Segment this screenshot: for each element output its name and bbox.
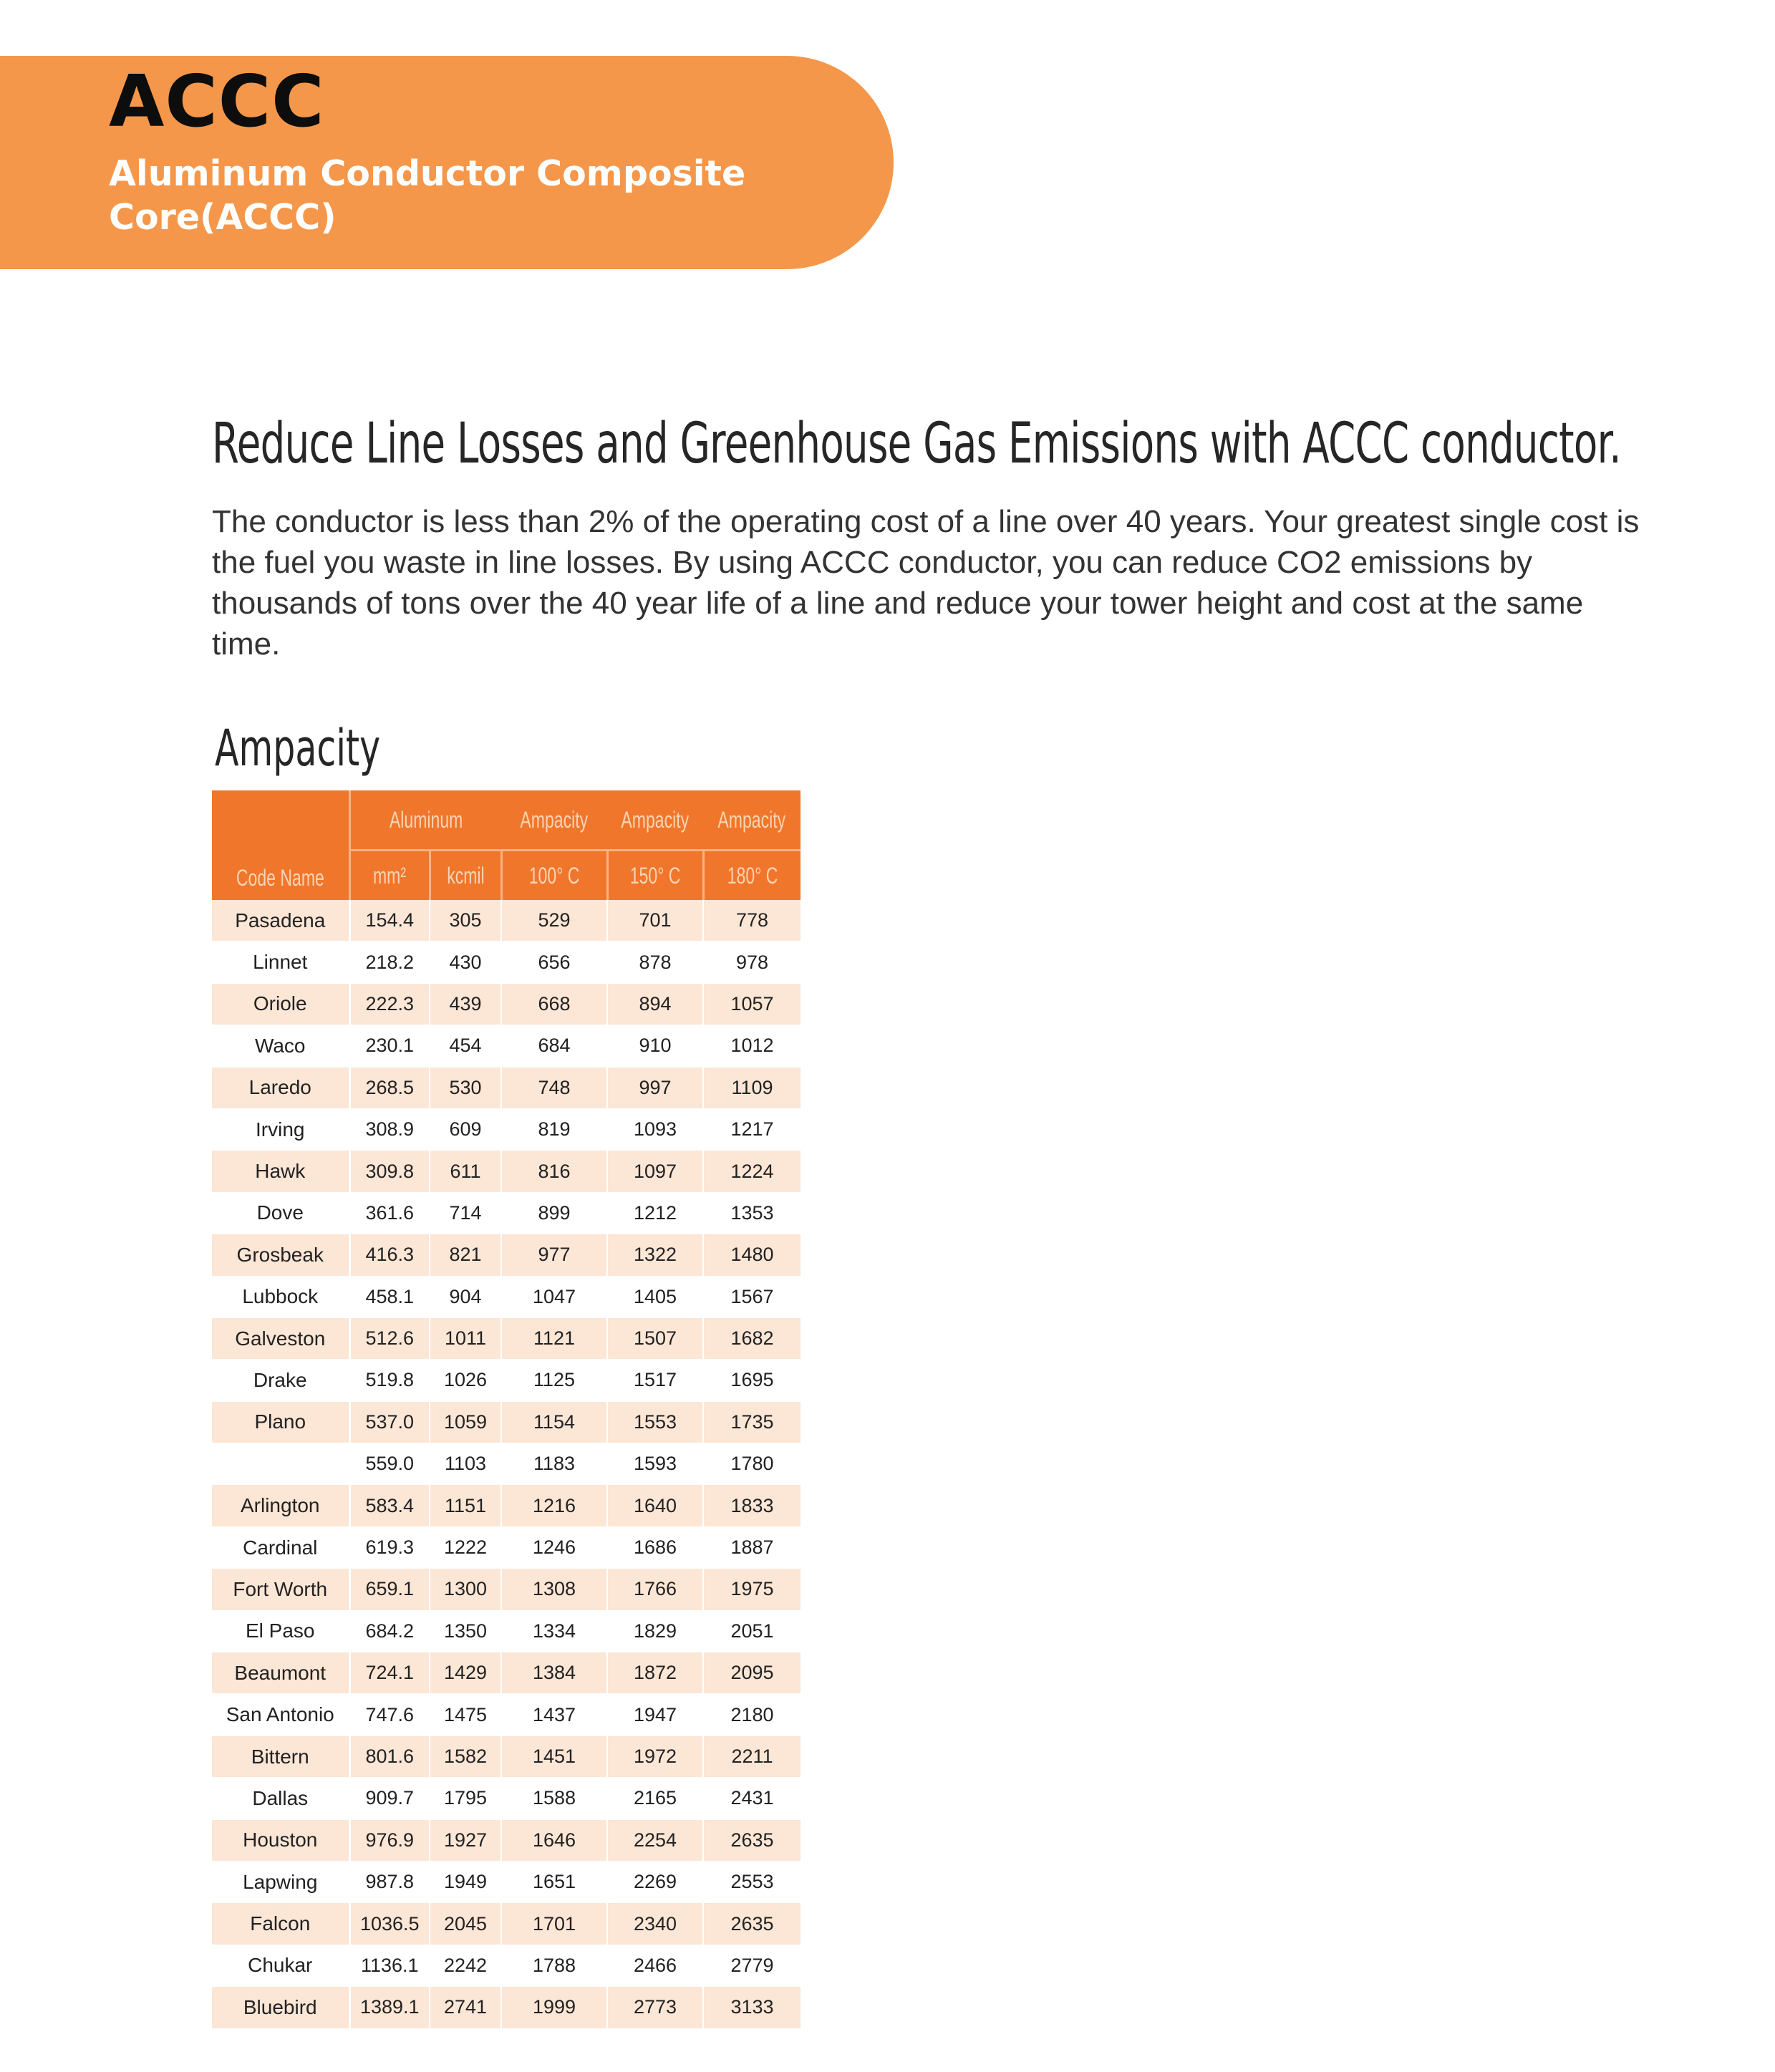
cell-ampacity-180: 1057 [703, 983, 801, 1025]
cell-ampacity-100: 1125 [501, 1360, 607, 1401]
cell-kcmil: 2741 [430, 1987, 501, 2028]
cell-ampacity-150: 1872 [607, 1652, 703, 1694]
cell-mm2: 512.6 [349, 1317, 430, 1359]
header-ampacity-180: Ampacity [703, 790, 801, 851]
cell-ampacity-150: 1972 [607, 1735, 703, 1777]
header-aluminum: Aluminum [349, 790, 501, 851]
table-row [212, 1360, 801, 1401]
cell-mm2: 1136.1 [349, 1945, 430, 1986]
cell-ampacity-180: 978 [703, 941, 801, 983]
cell-ampacity-100: 977 [501, 1234, 607, 1276]
header-ampacity-150: Ampacity [607, 790, 703, 851]
cell-mm2: 1389.1 [349, 1987, 430, 2028]
cell-code-name: Irving [212, 1108, 349, 1150]
cell-ampacity-150: 1829 [607, 1610, 703, 1652]
cell-code-name: Drake [212, 1360, 349, 1401]
table-row [212, 1861, 801, 1902]
cell-code-name: Dallas [212, 1778, 349, 1819]
cell-ampacity-150: 1686 [607, 1526, 703, 1568]
cell-ampacity-150: 1640 [607, 1485, 703, 1526]
table-row [212, 1151, 801, 1192]
cell-code-name: Cardinal [212, 1526, 349, 1568]
cell-code-name: Arlington [212, 1485, 349, 1526]
cell-ampacity-150: 1517 [607, 1360, 703, 1401]
table-row [212, 941, 801, 983]
cell-ampacity-180: 778 [703, 900, 801, 941]
cell-mm2: 559.0 [349, 1443, 430, 1485]
cell-kcmil: 1949 [430, 1861, 501, 1902]
cell-kcmil: 1059 [430, 1401, 501, 1443]
table-row [212, 1569, 801, 1610]
cell-ampacity-150: 2773 [607, 1987, 703, 2028]
cell-ampacity-180: 1353 [703, 1192, 801, 1234]
cell-mm2: 308.9 [349, 1108, 430, 1150]
cell-ampacity-180: 1887 [703, 1526, 801, 1568]
cell-code-name: San Antonio [212, 1694, 349, 1735]
cell-mm2: 801.6 [349, 1735, 430, 1777]
cell-mm2: 976.9 [349, 1819, 430, 1861]
cell-mm2: 309.8 [349, 1151, 430, 1192]
table-row [212, 1610, 801, 1652]
cell-kcmil: 821 [430, 1234, 501, 1276]
cell-ampacity-100: 1308 [501, 1569, 607, 1610]
cell-ampacity-100: 1121 [501, 1317, 607, 1359]
cell-kcmil: 904 [430, 1276, 501, 1317]
table-row [212, 1526, 801, 1568]
table-row [212, 1735, 801, 1777]
cell-kcmil: 2045 [430, 1903, 501, 1945]
cell-ampacity-100: 1437 [501, 1694, 607, 1735]
cell-ampacity-180: 2779 [703, 1945, 801, 1986]
cell-kcmil: 439 [430, 983, 501, 1025]
cell-ampacity-100: 1334 [501, 1610, 607, 1652]
table-row [212, 1903, 801, 1945]
cell-ampacity-100: 1384 [501, 1652, 607, 1694]
cell-kcmil: 1795 [430, 1778, 501, 1819]
cell-ampacity-150: 2269 [607, 1861, 703, 1902]
ampacity-table-container [212, 790, 801, 2029]
cell-ampacity-180: 2095 [703, 1652, 801, 1694]
cell-mm2: 747.6 [349, 1694, 430, 1735]
cell-ampacity-180: 1780 [703, 1443, 801, 1485]
cell-ampacity-150: 910 [607, 1025, 703, 1067]
cell-kcmil: 714 [430, 1192, 501, 1234]
cell-kcmil: 1011 [430, 1317, 501, 1359]
cell-kcmil: 1103 [430, 1443, 501, 1485]
cell-mm2: 519.8 [349, 1360, 430, 1401]
header-temp-100: 100° C [501, 851, 607, 901]
cell-code-name: Lubbock [212, 1276, 349, 1317]
cell-mm2: 218.2 [349, 941, 430, 983]
cell-code-name: Galveston [212, 1317, 349, 1359]
cell-ampacity-180: 3133 [703, 1987, 801, 2028]
table-row [212, 1025, 801, 1067]
banner-title: ACCC [109, 59, 325, 143]
cell-kcmil: 1026 [430, 1360, 501, 1401]
cell-code-name: Lapwing [212, 1861, 349, 1902]
cell-mm2: 684.2 [349, 1610, 430, 1652]
cell-ampacity-150: 1593 [607, 1443, 703, 1485]
cell-mm2: 619.3 [349, 1526, 430, 1568]
cell-ampacity-100: 1701 [501, 1903, 607, 1945]
cell-code-name: Dove [212, 1192, 349, 1234]
cell-ampacity-180: 1735 [703, 1401, 801, 1443]
table-row [212, 1108, 801, 1150]
table-header [212, 790, 801, 900]
table-row [212, 1778, 801, 1819]
cell-ampacity-180: 1975 [703, 1569, 801, 1610]
cell-mm2: 987.8 [349, 1861, 430, 1902]
intro-paragraph: The conductor is less than 2% of the operating cost of a line over 40 years. Your greatest single cost is the fuel you waste in line losses. By using ACCC conductor, you can reduce CO2 emissions by thousands of tons over the 40 year life of a line and reduce your tower height and cost at the same time. [212, 504, 1640, 662]
cell-ampacity-150: 1947 [607, 1694, 703, 1735]
cell-ampacity-150: 1553 [607, 1401, 703, 1443]
cell-code-name: Grosbeak [212, 1234, 349, 1276]
cell-ampacity-150: 1322 [607, 1234, 703, 1276]
header-mm2: mm² [349, 851, 430, 901]
cell-kcmil: 1429 [430, 1652, 501, 1694]
cell-code-name: Waco [212, 1025, 349, 1067]
cell-ampacity-150: 2340 [607, 1903, 703, 1945]
table-row [212, 900, 801, 941]
cell-code-name: Plano [212, 1401, 349, 1443]
page-headline: Reduce Line Losses and Greenhouse Gas Emissions with ACCC conductor. [212, 412, 1621, 476]
cell-ampacity-150: 878 [607, 941, 703, 983]
cell-code-name: Pasadena [212, 900, 349, 941]
cell-ampacity-180: 2431 [703, 1778, 801, 1819]
cell-mm2: 583.4 [349, 1485, 430, 1526]
cell-ampacity-180: 1682 [703, 1317, 801, 1359]
cell-ampacity-100: 816 [501, 1151, 607, 1192]
cell-ampacity-180: 1833 [703, 1485, 801, 1526]
table-row [212, 1234, 801, 1276]
cell-kcmil: 305 [430, 900, 501, 941]
cell-ampacity-150: 1093 [607, 1108, 703, 1150]
table-row [212, 1694, 801, 1735]
cell-mm2: 724.1 [349, 1652, 430, 1694]
cell-code-name [212, 1443, 349, 1485]
cell-kcmil: 1151 [430, 1485, 501, 1526]
cell-ampacity-100: 1451 [501, 1735, 607, 1777]
cell-code-name: Bluebird [212, 1987, 349, 2028]
cell-ampacity-100: 1047 [501, 1276, 607, 1317]
cell-ampacity-180: 2635 [703, 1819, 801, 1861]
cell-kcmil: 530 [430, 1067, 501, 1108]
cell-mm2: 458.1 [349, 1276, 430, 1317]
cell-ampacity-100: 899 [501, 1192, 607, 1234]
cell-ampacity-100: 668 [501, 983, 607, 1025]
cell-mm2: 268.5 [349, 1067, 430, 1108]
table-row [212, 1652, 801, 1694]
cell-ampacity-180: 2051 [703, 1610, 801, 1652]
cell-mm2: 222.3 [349, 983, 430, 1025]
cell-code-name: El Paso [212, 1610, 349, 1652]
cell-ampacity-100: 656 [501, 941, 607, 983]
cell-ampacity-180: 2180 [703, 1694, 801, 1735]
cell-ampacity-100: 1651 [501, 1861, 607, 1902]
cell-code-name: Fort Worth [212, 1569, 349, 1610]
cell-ampacity-180: 1217 [703, 1108, 801, 1150]
cell-ampacity-180: 1480 [703, 1234, 801, 1276]
cell-mm2: 416.3 [349, 1234, 430, 1276]
cell-ampacity-180: 2553 [703, 1861, 801, 1902]
cell-ampacity-150: 2165 [607, 1778, 703, 1819]
cell-code-name: Houston [212, 1819, 349, 1861]
cell-code-name: Bittern [212, 1735, 349, 1777]
cell-ampacity-100: 1246 [501, 1526, 607, 1568]
cell-mm2: 659.1 [349, 1569, 430, 1610]
cell-ampacity-150: 894 [607, 983, 703, 1025]
cell-code-name: Chukar [212, 1945, 349, 1986]
cell-ampacity-150: 1097 [607, 1151, 703, 1192]
header-temp-180: 180° C [703, 851, 801, 901]
cell-ampacity-100: 1646 [501, 1819, 607, 1861]
cell-ampacity-100: 819 [501, 1108, 607, 1150]
cell-mm2: 154.4 [349, 900, 430, 941]
cell-ampacity-180: 2635 [703, 1903, 801, 1945]
cell-kcmil: 430 [430, 941, 501, 983]
cell-ampacity-100: 1216 [501, 1485, 607, 1526]
cell-code-name: Laredo [212, 1067, 349, 1108]
ampacity-table [212, 790, 801, 2029]
cell-code-name: Beaumont [212, 1652, 349, 1694]
cell-ampacity-180: 1224 [703, 1151, 801, 1192]
table-row [212, 1317, 801, 1359]
header-temp-150: 150° C [607, 851, 703, 901]
header-code-name: Code Name [212, 790, 349, 900]
table-row [212, 1819, 801, 1861]
table-row [212, 1276, 801, 1317]
cell-ampacity-150: 701 [607, 900, 703, 941]
cell-kcmil: 1582 [430, 1735, 501, 1777]
cell-ampacity-180: 2211 [703, 1735, 801, 1777]
cell-ampacity-180: 1012 [703, 1025, 801, 1067]
cell-ampacity-150: 997 [607, 1067, 703, 1108]
cell-kcmil: 1350 [430, 1610, 501, 1652]
cell-ampacity-100: 1999 [501, 1987, 607, 2028]
table-row [212, 1443, 801, 1485]
cell-code-name: Hawk [212, 1151, 349, 1192]
cell-kcmil: 1475 [430, 1694, 501, 1735]
cell-ampacity-150: 1405 [607, 1276, 703, 1317]
cell-kcmil: 1927 [430, 1819, 501, 1861]
cell-ampacity-180: 1567 [703, 1276, 801, 1317]
cell-ampacity-180: 1695 [703, 1360, 801, 1401]
cell-ampacity-100: 684 [501, 1025, 607, 1067]
cell-code-name: Linnet [212, 941, 349, 983]
cell-mm2: 1036.5 [349, 1903, 430, 1945]
cell-ampacity-150: 1507 [607, 1317, 703, 1359]
table-row [212, 1987, 801, 2028]
banner-subtitle: Aluminum Conductor Composite Core(ACCC) [109, 153, 746, 238]
ampacity-section-title: Ampacity [215, 719, 381, 778]
cell-ampacity-180: 1109 [703, 1067, 801, 1108]
cell-kcmil: 611 [430, 1151, 501, 1192]
cell-code-name: Oriole [212, 983, 349, 1025]
cell-kcmil: 2242 [430, 1945, 501, 1986]
cell-mm2: 909.7 [349, 1778, 430, 1819]
header-kcmil: kcmil [430, 851, 501, 901]
cell-ampacity-100: 1588 [501, 1778, 607, 1819]
cell-ampacity-100: 529 [501, 900, 607, 941]
table-body [212, 900, 801, 2028]
cell-ampacity-100: 748 [501, 1067, 607, 1108]
cell-mm2: 361.6 [349, 1192, 430, 1234]
cell-ampacity-150: 1766 [607, 1569, 703, 1610]
cell-ampacity-150: 2466 [607, 1945, 703, 1986]
table-row [212, 1485, 801, 1526]
cell-ampacity-100: 1183 [501, 1443, 607, 1485]
table-row [212, 1067, 801, 1108]
cell-mm2: 537.0 [349, 1401, 430, 1443]
table-row [212, 983, 801, 1025]
cell-code-name: Falcon [212, 1903, 349, 1945]
cell-kcmil: 454 [430, 1025, 501, 1067]
cell-ampacity-150: 2254 [607, 1819, 703, 1861]
cell-kcmil: 1222 [430, 1526, 501, 1568]
table-row [212, 1945, 801, 1986]
cell-mm2: 230.1 [349, 1025, 430, 1067]
cell-ampacity-150: 1212 [607, 1192, 703, 1234]
cell-ampacity-100: 1154 [501, 1401, 607, 1443]
cell-ampacity-100: 1788 [501, 1945, 607, 1986]
cell-kcmil: 1300 [430, 1569, 501, 1610]
cell-kcmil: 609 [430, 1108, 501, 1150]
table-row [212, 1192, 801, 1234]
header-ampacity-100: Ampacity [501, 790, 607, 851]
table-row [212, 1401, 801, 1443]
